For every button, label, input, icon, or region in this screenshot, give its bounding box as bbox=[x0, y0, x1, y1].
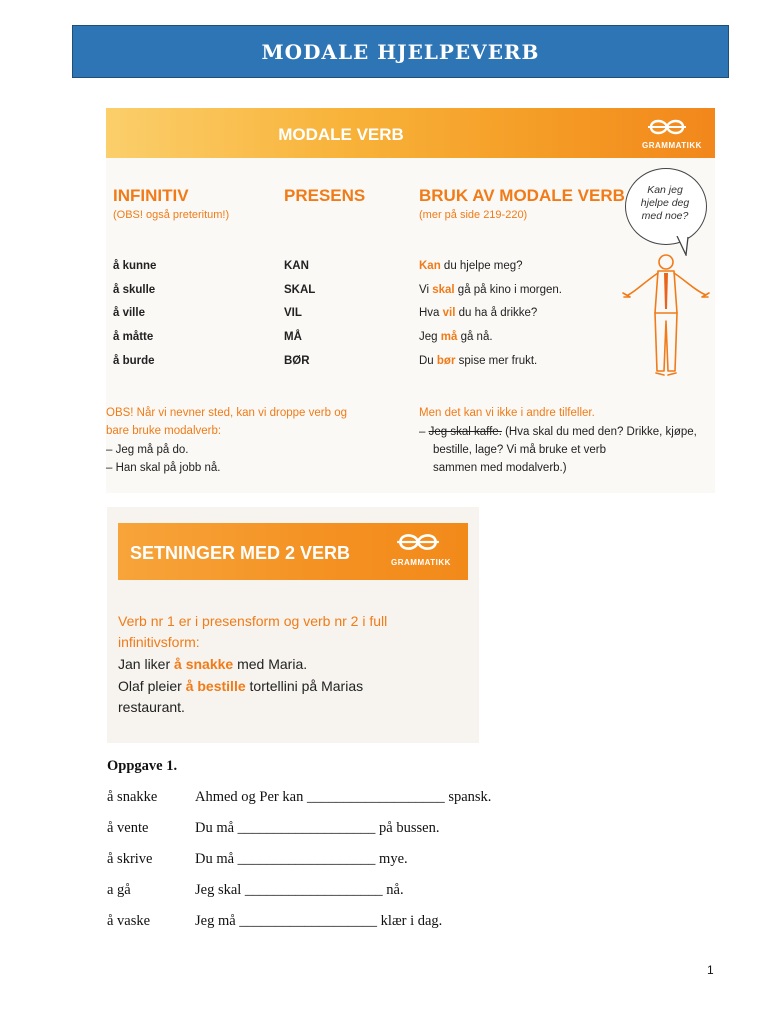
exercise-sentence: Ahmed og Per kan ___________________ spansk. bbox=[195, 789, 492, 805]
row-example-verb: må bbox=[440, 331, 458, 343]
example-pre: Jan liker bbox=[118, 656, 175, 672]
row-example-post: spise mer frukt. bbox=[455, 355, 538, 367]
exercise-verb: å skrive bbox=[107, 851, 153, 867]
example-post: tortellini på Marias bbox=[245, 678, 364, 694]
knot-logo-icon bbox=[388, 527, 458, 573]
note-right-2-text: (Hva skal du med den? Drikke, kjøpe, bbox=[501, 426, 697, 438]
row-example-verb: vil bbox=[442, 307, 456, 319]
bubble-line: Kan jeg bbox=[647, 184, 683, 196]
row-example-post: du hjelpe meg? bbox=[440, 260, 523, 272]
exercise-title: Oppgave 1. bbox=[107, 758, 178, 774]
note-right-2 bbox=[419, 423, 697, 441]
row-inf: å burde bbox=[113, 355, 155, 367]
setninger-rule-1: Verb nr 1 er i presensform og verb nr 2 i full bbox=[118, 613, 388, 629]
row-inf: å ville bbox=[113, 307, 145, 319]
setninger-box bbox=[107, 507, 479, 743]
note-right-1: Men det kan vi ikke i andre tilfeller. bbox=[419, 407, 595, 419]
setninger-header-text: SETNINGER MED 2 VERB bbox=[130, 543, 351, 563]
exercise-sentence: Du må ___________________ mye. bbox=[195, 851, 408, 867]
example-verb: å bestille bbox=[185, 678, 246, 694]
knot-logo-icon bbox=[640, 114, 700, 154]
setninger-example-2 bbox=[118, 676, 363, 696]
exercise-verb: å vaske bbox=[107, 913, 151, 929]
row-example-pre: Vi bbox=[419, 284, 433, 296]
row-pres: VIL bbox=[284, 307, 302, 319]
row-example bbox=[419, 331, 493, 343]
modale-verb-header bbox=[106, 108, 715, 158]
title-bar bbox=[72, 25, 729, 78]
row-example-pre: Du bbox=[419, 355, 437, 367]
modale-verb-box bbox=[106, 108, 715, 493]
col-bruk: BRUK AV MODALE VERB bbox=[419, 186, 625, 205]
row-inf: å skulle bbox=[113, 284, 156, 296]
row-pres: MÅ bbox=[284, 331, 302, 343]
note-left-3: – Jeg må på do. bbox=[106, 444, 189, 456]
example-verb: å snakke bbox=[174, 656, 234, 672]
col-infinitiv: INFINITIV bbox=[113, 186, 189, 205]
exercise-verb: å snakke bbox=[107, 789, 158, 805]
page-number: 1 bbox=[707, 963, 714, 977]
row-pres: BØR bbox=[284, 355, 310, 367]
speech-bubble-text bbox=[627, 184, 703, 223]
note-left-1: OBS! Når vi nevner sted, kan vi droppe verb og bbox=[106, 407, 347, 419]
note-right-4: sammen med modalverb.) bbox=[433, 462, 567, 474]
page-title: MODALE HJELPEVERB bbox=[261, 39, 540, 64]
col-infinitiv-sub: (OBS! også preteritum!) bbox=[113, 209, 230, 221]
logo-label: GRAMMATIKK bbox=[391, 558, 451, 567]
exercise-sentence: Jeg må ___________________ klær i dag. bbox=[195, 913, 443, 929]
row-example-post: gå nå. bbox=[457, 331, 493, 343]
setninger-header bbox=[118, 523, 468, 580]
row-example-post: gå på kino i morgen. bbox=[454, 284, 563, 296]
row-pres: SKAL bbox=[284, 284, 316, 296]
row-example-post: du ha å drikke? bbox=[455, 307, 538, 319]
row-pres: KAN bbox=[284, 260, 309, 272]
row-example-pre: Jeg bbox=[419, 331, 441, 343]
col-presens: PRESENS bbox=[284, 186, 366, 205]
row-example-verb: Kan bbox=[419, 260, 441, 272]
row-example-verb: bør bbox=[436, 355, 456, 367]
setninger-example-1 bbox=[118, 654, 307, 674]
row-example bbox=[419, 284, 562, 296]
col-bruk-sub: (mer på side 219-220) bbox=[419, 209, 528, 221]
row-example-pre: Hva bbox=[419, 307, 443, 319]
exercise-sentence: Jeg skal ___________________ nå. bbox=[195, 882, 404, 898]
row-example-verb: skal bbox=[432, 284, 455, 296]
setninger-rule-2: infinitivsform: bbox=[118, 634, 200, 650]
exercise-sentence: Du må ___________________ på bussen. bbox=[195, 820, 440, 836]
exercise-verb: a gå bbox=[107, 882, 131, 898]
setninger-example-2-cont: restaurant. bbox=[118, 699, 185, 715]
row-example bbox=[419, 260, 523, 272]
note-right-3: bestille, lage? Vi må bruke et verb bbox=[433, 444, 607, 456]
example-post: med Maria. bbox=[233, 656, 308, 672]
modale-verb-header-text: MODALE VERB bbox=[278, 125, 404, 144]
bubble-line: med noe? bbox=[641, 210, 689, 222]
note-right-dash: – bbox=[419, 426, 429, 438]
note-left-2: bare bruke modalverb: bbox=[106, 425, 222, 437]
note-right-strike: Jeg skal kaffe. bbox=[428, 426, 502, 438]
note-left-4: – Han skal på jobb nå. bbox=[106, 462, 221, 474]
logo-label: GRAMMATIKK bbox=[642, 141, 702, 150]
exercise-verb: å vente bbox=[107, 820, 149, 836]
waiter-person-icon bbox=[620, 251, 712, 381]
bubble-line: hjelpe deg bbox=[640, 197, 690, 209]
row-inf: å måtte bbox=[113, 331, 154, 343]
row-example bbox=[419, 355, 537, 367]
example-pre: Olaf pleier bbox=[118, 678, 186, 694]
row-inf: å kunne bbox=[113, 260, 157, 272]
row-example bbox=[419, 307, 537, 319]
